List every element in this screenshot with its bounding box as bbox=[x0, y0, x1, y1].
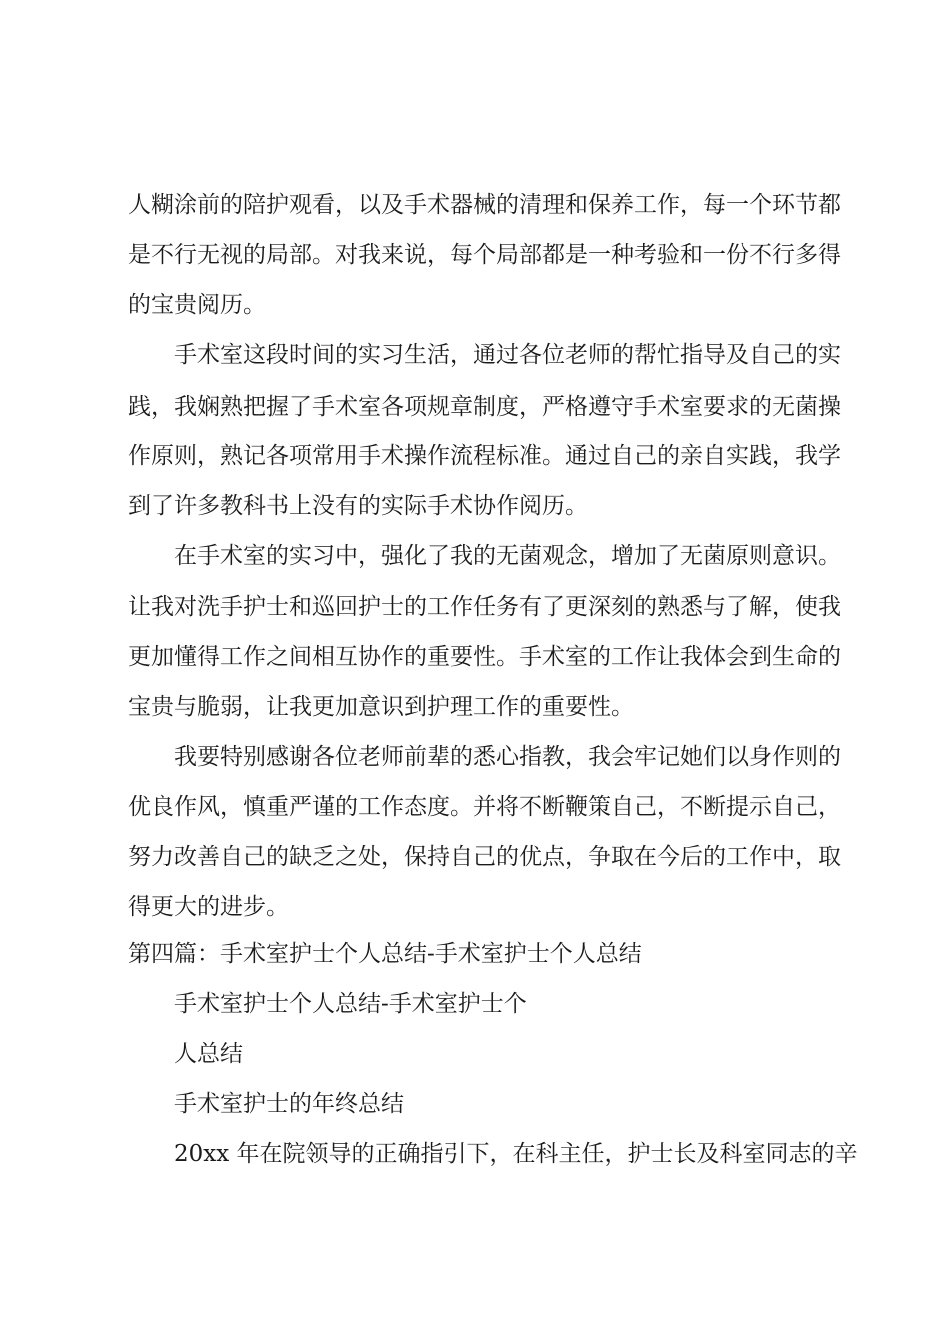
section-heading: 第四篇：手术室护士个人总结-手术室护士个人总结 bbox=[128, 941, 642, 967]
subtitle-line-2: 人总结 bbox=[174, 1041, 243, 1067]
paragraph-3-line-2: 让我对洗手护士和巡回护士的工作任务有了更深刻的熟悉与了解，使我 bbox=[128, 594, 841, 620]
body-last-line: 20xx 年在院领导的正确指引下，在科主任，护士长及科室同志的辛 bbox=[174, 1141, 858, 1167]
paragraph-2-line-3: 作原则，熟记各项常用手术操作流程标准。通过自己的亲自实践，我学 bbox=[128, 443, 841, 469]
paragraph-2-line-1: 手术室这段时间的实习生活，通过各位老师的帮忙指导及自己的实 bbox=[174, 342, 841, 368]
paragraph-1-line-2: 是不行无视的局部。对我来说，每个局部都是一种考验和一份不行多得 bbox=[128, 242, 841, 268]
paragraph-1-line-1: 人糊涂前的陪护观看，以及手术器械的清理和保养工作，每一个环节都 bbox=[128, 192, 841, 218]
paragraph-3-line-1: 在手术室的实习中，强化了我的无菌观念，增加了无菌原则意识。 bbox=[174, 543, 841, 569]
paragraph-2-line-2: 践，我娴熟把握了手术室各项规章制度，严格遵守手术室要求的无菌操 bbox=[128, 394, 841, 420]
paragraph-1-line-3: 的宝贵阅历。 bbox=[128, 292, 266, 318]
paragraph-4-line-4: 得更大的进步。 bbox=[128, 894, 289, 920]
paragraph-2-line-4: 到了许多教科书上没有的实际手术协作阅历。 bbox=[128, 493, 588, 519]
paragraph-4-line-3: 努力改善自己的缺乏之处，保持自己的优点，争取在今后的工作中，取 bbox=[128, 844, 841, 870]
paragraph-4-line-1: 我要特别感谢各位老师前辈的悉心指教，我会牢记她们以身作则的 bbox=[174, 744, 841, 770]
subtitle-line-3: 手术室护士的年终总结 bbox=[174, 1091, 404, 1117]
paragraph-4-line-2: 优良作风，慎重严谨的工作态度。并将不断鞭策自己，不断提示自己， bbox=[128, 794, 841, 820]
subtitle-line-1: 手术室护士个人总结-手术室护士个 bbox=[174, 991, 527, 1017]
paragraph-3-line-3: 更加懂得工作之间相互协作的重要性。手术室的工作让我体会到生命的 bbox=[128, 644, 841, 670]
paragraph-3-line-4: 宝贵与脆弱，让我更加意识到护理工作的重要性。 bbox=[128, 694, 634, 720]
